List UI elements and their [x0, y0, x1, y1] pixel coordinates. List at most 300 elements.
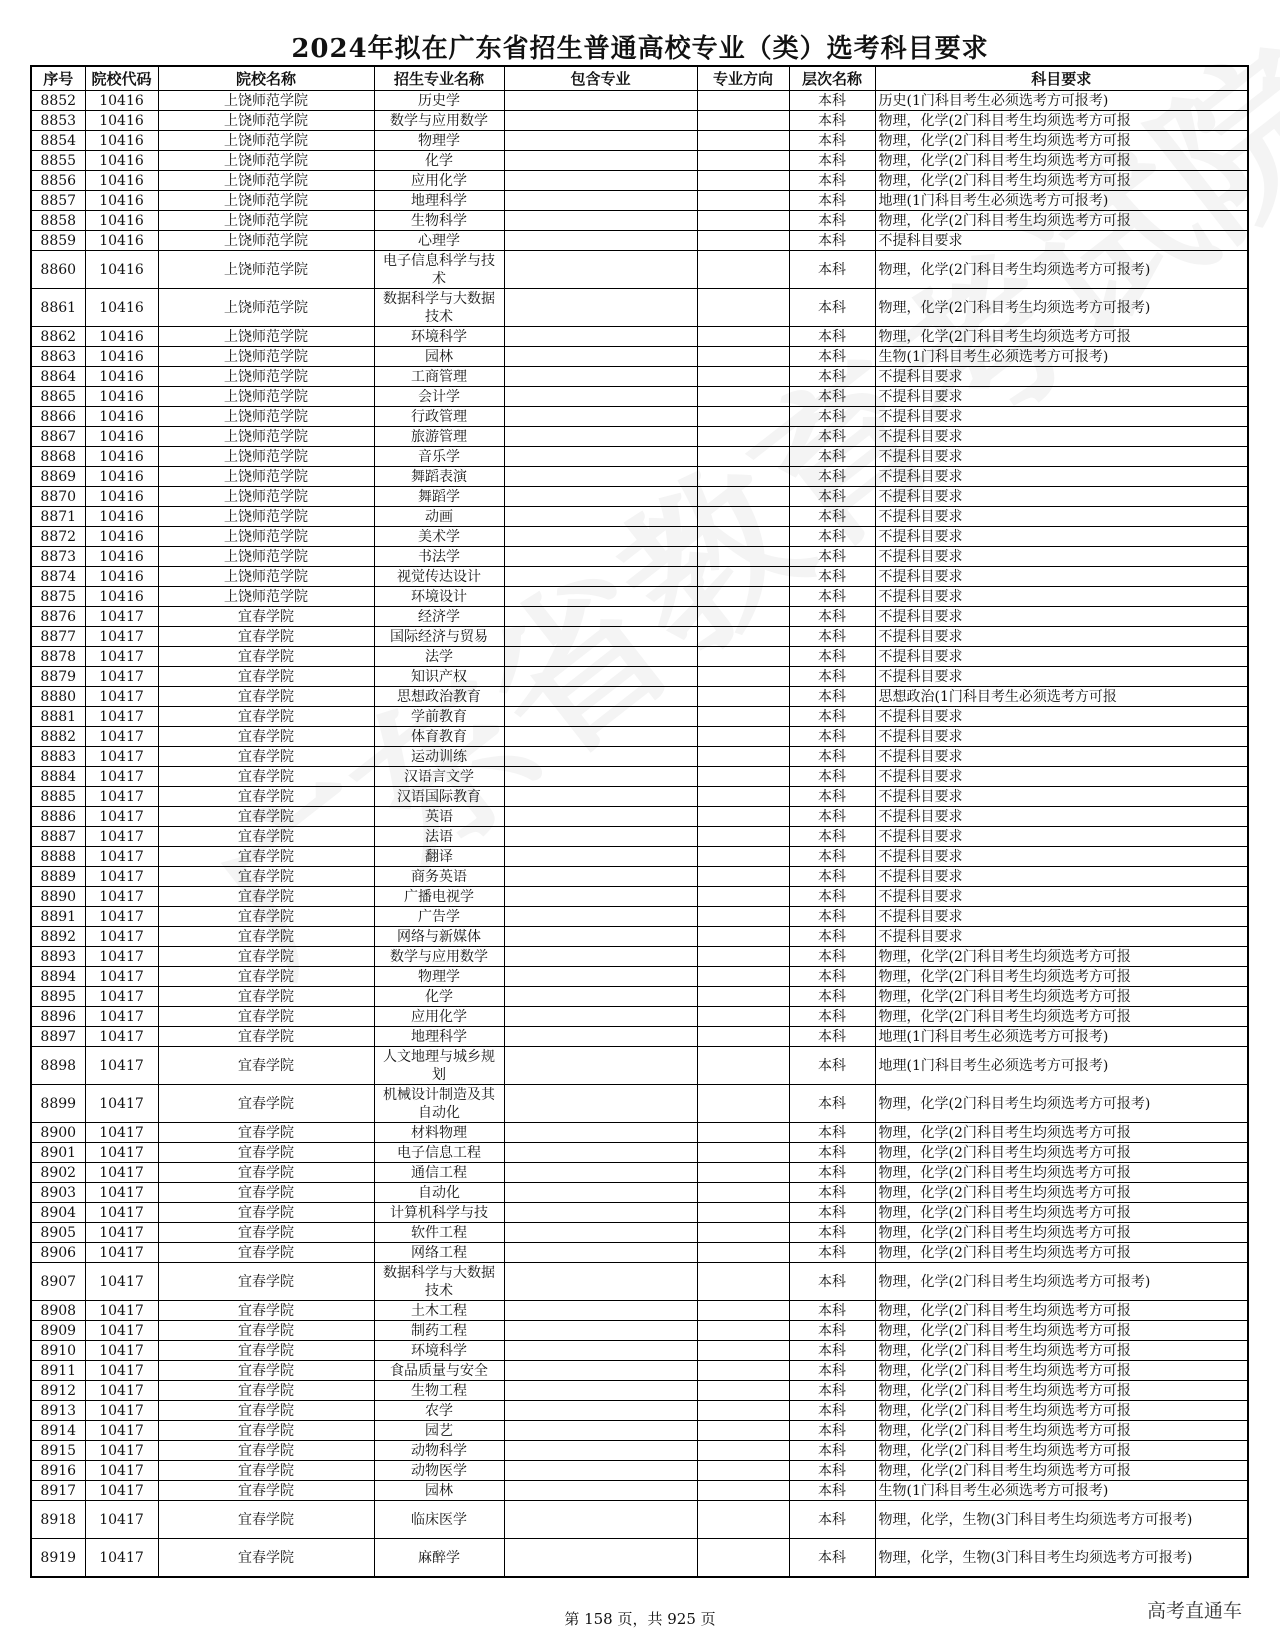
- cell-level: 本科: [789, 1183, 875, 1203]
- cell-major-name: 思想政治教育: [374, 687, 504, 707]
- cell-included-majors: [504, 647, 697, 667]
- cell-index: 8909: [31, 1321, 85, 1341]
- cell-included-majors: [504, 1027, 697, 1047]
- cell-school-code: 10416: [85, 347, 158, 367]
- cell-index: 8907: [31, 1263, 85, 1301]
- cell-index: 8908: [31, 1301, 85, 1321]
- cell-subject-requirement: 不提科目要求: [875, 487, 1248, 507]
- cell-level: 本科: [789, 1243, 875, 1263]
- col-header-school-name: 院校名称: [158, 66, 374, 91]
- cell-major-direction: [697, 467, 789, 487]
- cell-included-majors: [504, 111, 697, 131]
- cell-major-name: 网络工程: [374, 1243, 504, 1263]
- table-row: [31, 627, 1248, 647]
- cell-index: 8875: [31, 587, 85, 607]
- cell-school-code: 10416: [85, 527, 158, 547]
- cell-school-code: 10417: [85, 1183, 158, 1203]
- cell-major-direction: [697, 607, 789, 627]
- cell-subject-requirement: 物理，化学(2门科目考生均须选考方可报考): [875, 1263, 1248, 1301]
- cell-included-majors: [504, 947, 697, 967]
- cell-subject-requirement: 生物(1门科目考生必须选考方可报考): [875, 1481, 1248, 1501]
- cell-included-majors: [504, 1223, 697, 1243]
- table-row: [31, 387, 1248, 407]
- cell-major-name: 广告学: [374, 907, 504, 927]
- cell-school-code: 10417: [85, 1047, 158, 1085]
- table-row: [31, 947, 1248, 967]
- cell-major-name: 材料物理: [374, 1123, 504, 1143]
- cell-subject-requirement: 物理，化学(2门科目考生均须选考方可报: [875, 1461, 1248, 1481]
- cell-major-name: 汉语国际教育: [374, 787, 504, 807]
- cell-school-name: 上饶师范学院: [158, 289, 374, 327]
- cell-subject-requirement: 物理，化学，生物(3门科目考生均须选考方可报考): [875, 1539, 1248, 1578]
- cell-school-code: 10416: [85, 91, 158, 111]
- cell-major-name: 人文地理与城乡规划: [374, 1047, 504, 1085]
- table-row: [31, 567, 1248, 587]
- cell-level: 本科: [789, 627, 875, 647]
- cell-index: 8858: [31, 211, 85, 231]
- cell-major-direction: [697, 967, 789, 987]
- cell-school-code: 10417: [85, 1381, 158, 1401]
- cell-subject-requirement: 不提科目要求: [875, 647, 1248, 667]
- cell-school-code: 10417: [85, 1143, 158, 1163]
- cell-school-name: 上饶师范学院: [158, 327, 374, 347]
- cell-school-name: 宜春学院: [158, 927, 374, 947]
- cell-level: 本科: [789, 1085, 875, 1123]
- cell-included-majors: [504, 707, 697, 727]
- brand-label: 高考直通车: [1146, 1600, 1242, 1622]
- cell-index: 8890: [31, 887, 85, 907]
- cell-subject-requirement: 物理，化学(2门科目考生均须选考方可报: [875, 171, 1248, 191]
- cell-school-name: 宜春学院: [158, 1183, 374, 1203]
- cell-included-majors: [504, 787, 697, 807]
- cell-school-code: 10417: [85, 867, 158, 887]
- cell-subject-requirement: 不提科目要求: [875, 747, 1248, 767]
- table-row: [31, 967, 1248, 987]
- cell-school-name: 宜春学院: [158, 1203, 374, 1223]
- cell-school-code: 10417: [85, 1481, 158, 1501]
- cell-subject-requirement: 物理，化学(2门科目考生均须选考方可报: [875, 1123, 1248, 1143]
- cell-major-name: 物理学: [374, 967, 504, 987]
- cell-index: 8898: [31, 1047, 85, 1085]
- cell-major-direction: [697, 427, 789, 447]
- cell-school-name: 上饶师范学院: [158, 547, 374, 567]
- table-row: [31, 927, 1248, 947]
- cell-school-name: 宜春学院: [158, 687, 374, 707]
- cell-major-direction: [697, 1341, 789, 1361]
- cell-level: 本科: [789, 427, 875, 447]
- cell-major-name: 广播电视学: [374, 887, 504, 907]
- cell-school-code: 10417: [85, 967, 158, 987]
- cell-school-name: 上饶师范学院: [158, 347, 374, 367]
- cell-included-majors: [504, 447, 697, 467]
- cell-major-direction: [697, 1321, 789, 1341]
- cell-included-majors: [504, 1007, 697, 1027]
- cell-major-direction: [697, 447, 789, 467]
- cell-included-majors: [504, 1341, 697, 1361]
- cell-included-majors: [504, 289, 697, 327]
- cell-school-name: 上饶师范学院: [158, 211, 374, 231]
- cell-subject-requirement: 物理，化学(2门科目考生均须选考方可报: [875, 327, 1248, 347]
- cell-school-code: 10416: [85, 171, 158, 191]
- cell-major-name: 法学: [374, 647, 504, 667]
- cell-level: 本科: [789, 767, 875, 787]
- cell-subject-requirement: 不提科目要求: [875, 727, 1248, 747]
- cell-school-name: 上饶师范学院: [158, 171, 374, 191]
- cell-school-name: 宜春学院: [158, 1441, 374, 1461]
- cell-school-name: 宜春学院: [158, 627, 374, 647]
- cell-level: 本科: [789, 667, 875, 687]
- cell-school-name: 上饶师范学院: [158, 367, 374, 387]
- table-row: [31, 887, 1248, 907]
- cell-index: 8902: [31, 1163, 85, 1183]
- cell-subject-requirement: 物理，化学(2门科目考生均须选考方可报: [875, 1243, 1248, 1263]
- cell-included-majors: [504, 367, 697, 387]
- table-row: [31, 827, 1248, 847]
- cell-index: 8883: [31, 747, 85, 767]
- cell-school-name: 宜春学院: [158, 1341, 374, 1361]
- cell-school-name: 宜春学院: [158, 1361, 374, 1381]
- cell-level: 本科: [789, 927, 875, 947]
- cell-index: 8893: [31, 947, 85, 967]
- table-row: [31, 1401, 1248, 1421]
- table-row: [31, 151, 1248, 171]
- cell-school-code: 10417: [85, 767, 158, 787]
- cell-included-majors: [504, 1461, 697, 1481]
- table-row: [31, 1123, 1248, 1143]
- table-row: [31, 1007, 1248, 1027]
- cell-level: 本科: [789, 131, 875, 151]
- cell-index: 8868: [31, 447, 85, 467]
- cell-major-name: 地理科学: [374, 191, 504, 211]
- cell-school-code: 10417: [85, 707, 158, 727]
- cell-index: 8886: [31, 807, 85, 827]
- cell-major-name: 商务英语: [374, 867, 504, 887]
- cell-major-direction: [697, 567, 789, 587]
- cell-major-direction: [697, 131, 789, 151]
- cell-school-code: 10417: [85, 1027, 158, 1047]
- cell-index: 8857: [31, 191, 85, 211]
- cell-major-name: 知识产权: [374, 667, 504, 687]
- cell-included-majors: [504, 767, 697, 787]
- cell-school-code: 10416: [85, 191, 158, 211]
- cell-included-majors: [504, 1539, 697, 1578]
- table-row: [31, 327, 1248, 347]
- cell-school-name: 宜春学院: [158, 1047, 374, 1085]
- cell-subject-requirement: 物理，化学(2门科目考生均须选考方可报: [875, 1163, 1248, 1183]
- cell-major-name: 生物科学: [374, 211, 504, 231]
- cell-level: 本科: [789, 887, 875, 907]
- cell-school-name: 宜春学院: [158, 827, 374, 847]
- cell-level: 本科: [789, 289, 875, 327]
- cell-included-majors: [504, 1381, 697, 1401]
- cell-major-name: 会计学: [374, 387, 504, 407]
- cell-major-name: 麻醉学: [374, 1539, 504, 1578]
- cell-major-direction: [697, 947, 789, 967]
- cell-major-name: 机械设计制造及其自动化: [374, 1085, 504, 1123]
- cell-level: 本科: [789, 1143, 875, 1163]
- cell-level: 本科: [789, 527, 875, 547]
- cell-major-name: 园林: [374, 347, 504, 367]
- cell-index: 8870: [31, 487, 85, 507]
- cell-school-code: 10416: [85, 547, 158, 567]
- cell-school-code: 10416: [85, 587, 158, 607]
- cell-major-direction: [697, 367, 789, 387]
- cell-subject-requirement: 不提科目要求: [875, 407, 1248, 427]
- cell-subject-requirement: 物理，化学(2门科目考生均须选考方可报: [875, 947, 1248, 967]
- cell-major-direction: [697, 1243, 789, 1263]
- col-header-level: 层次名称: [789, 66, 875, 91]
- cell-subject-requirement: 不提科目要求: [875, 827, 1248, 847]
- table-row: [31, 607, 1248, 627]
- cell-included-majors: [504, 1203, 697, 1223]
- cell-major-direction: [697, 211, 789, 231]
- cell-included-majors: [504, 1183, 697, 1203]
- cell-major-name: 环境设计: [374, 587, 504, 607]
- cell-school-code: 10417: [85, 947, 158, 967]
- cell-index: 8881: [31, 707, 85, 727]
- cell-index: 8880: [31, 687, 85, 707]
- cell-school-name: 宜春学院: [158, 1263, 374, 1301]
- cell-included-majors: [504, 847, 697, 867]
- cell-major-name: 汉语言文学: [374, 767, 504, 787]
- cell-major-direction: [697, 647, 789, 667]
- cell-school-name: 宜春学院: [158, 1027, 374, 1047]
- cell-school-name: 宜春学院: [158, 1301, 374, 1321]
- cell-school-code: 10417: [85, 727, 158, 747]
- cell-subject-requirement: 不提科目要求: [875, 867, 1248, 887]
- cell-major-name: 视觉传达设计: [374, 567, 504, 587]
- cell-major-name: 动物科学: [374, 1441, 504, 1461]
- cell-level: 本科: [789, 111, 875, 131]
- cell-school-name: 上饶师范学院: [158, 191, 374, 211]
- cell-school-name: 宜春学院: [158, 607, 374, 627]
- cell-school-code: 10416: [85, 567, 158, 587]
- cell-subject-requirement: 不提科目要求: [875, 607, 1248, 627]
- cell-school-code: 10417: [85, 1341, 158, 1361]
- table-row: [31, 231, 1248, 251]
- cell-included-majors: [504, 587, 697, 607]
- cell-subject-requirement: 不提科目要求: [875, 707, 1248, 727]
- table-row: [31, 211, 1248, 231]
- cell-included-majors: [504, 967, 697, 987]
- cell-major-name: 音乐学: [374, 447, 504, 467]
- cell-major-name: 网络与新媒体: [374, 927, 504, 947]
- cell-subject-requirement: 物理，化学(2门科目考生均须选考方可报: [875, 1361, 1248, 1381]
- table-row: [31, 1263, 1248, 1301]
- cell-school-name: 上饶师范学院: [158, 151, 374, 171]
- cell-school-code: 10417: [85, 887, 158, 907]
- cell-major-name: 数据科学与大数据技术: [374, 289, 504, 327]
- cell-major-name: 动物医学: [374, 1461, 504, 1481]
- cell-major-name: 电子信息工程: [374, 1143, 504, 1163]
- cell-major-name: 食品质量与安全: [374, 1361, 504, 1381]
- table-row: [31, 587, 1248, 607]
- cell-major-name: 行政管理: [374, 407, 504, 427]
- cell-included-majors: [504, 1263, 697, 1301]
- table-row: [31, 191, 1248, 211]
- cell-major-name: 制药工程: [374, 1321, 504, 1341]
- cell-major-direction: [697, 1301, 789, 1321]
- cell-school-name: 上饶师范学院: [158, 527, 374, 547]
- cell-school-name: 宜春学院: [158, 787, 374, 807]
- cell-school-code: 10417: [85, 747, 158, 767]
- cell-major-direction: [697, 767, 789, 787]
- cell-school-code: 10417: [85, 1007, 158, 1027]
- cell-included-majors: [504, 1401, 697, 1421]
- cell-school-code: 10417: [85, 1263, 158, 1301]
- cell-level: 本科: [789, 1441, 875, 1461]
- cell-school-name: 宜春学院: [158, 867, 374, 887]
- cell-subject-requirement: 物理，化学(2门科目考生均须选考方可报: [875, 151, 1248, 171]
- cell-subject-requirement: 物理，化学(2门科目考生均须选考方可报: [875, 1183, 1248, 1203]
- cell-school-code: 10416: [85, 327, 158, 347]
- table-row: [31, 251, 1248, 289]
- cell-major-name: 化学: [374, 151, 504, 171]
- cell-major-direction: [697, 1047, 789, 1085]
- cell-included-majors: [504, 1085, 697, 1123]
- cell-included-majors: [504, 987, 697, 1007]
- cell-major-name: 法语: [374, 827, 504, 847]
- cell-major-name: 自动化: [374, 1183, 504, 1203]
- cell-index: 8864: [31, 367, 85, 387]
- cell-major-name: 应用化学: [374, 171, 504, 191]
- cell-subject-requirement: 不提科目要求: [875, 787, 1248, 807]
- cell-index: 8891: [31, 907, 85, 927]
- cell-included-majors: [504, 347, 697, 367]
- cell-major-name: 运动训练: [374, 747, 504, 767]
- cell-subject-requirement: 物理，化学(2门科目考生均须选考方可报: [875, 211, 1248, 231]
- cell-level: 本科: [789, 347, 875, 367]
- cell-school-name: 上饶师范学院: [158, 111, 374, 131]
- cell-major-direction: [697, 487, 789, 507]
- cell-level: 本科: [789, 367, 875, 387]
- cell-index: 8866: [31, 407, 85, 427]
- cell-school-name: 上饶师范学院: [158, 587, 374, 607]
- cell-school-code: 10417: [85, 1421, 158, 1441]
- cell-major-direction: [697, 289, 789, 327]
- cell-included-majors: [504, 427, 697, 447]
- cell-school-code: 10417: [85, 927, 158, 947]
- cell-major-name: 数学与应用数学: [374, 947, 504, 967]
- cell-major-direction: [697, 827, 789, 847]
- cell-subject-requirement: 不提科目要求: [875, 887, 1248, 907]
- table-row: [31, 1461, 1248, 1481]
- cell-index: 8913: [31, 1401, 85, 1421]
- cell-school-code: 10417: [85, 1361, 158, 1381]
- cell-school-code: 10417: [85, 1441, 158, 1461]
- cell-major-direction: [697, 627, 789, 647]
- cell-index: 8900: [31, 1123, 85, 1143]
- cell-subject-requirement: 历史(1门科目考生必须选考方可报考): [875, 91, 1248, 111]
- cell-included-majors: [504, 407, 697, 427]
- cell-subject-requirement: 不提科目要求: [875, 807, 1248, 827]
- cell-index: 8895: [31, 987, 85, 1007]
- cell-included-majors: [504, 387, 697, 407]
- cell-included-majors: [504, 687, 697, 707]
- cell-school-code: 10416: [85, 507, 158, 527]
- cell-major-name: 数学与应用数学: [374, 111, 504, 131]
- cell-school-name: 上饶师范学院: [158, 427, 374, 447]
- table-row: [31, 667, 1248, 687]
- cell-index: 8871: [31, 507, 85, 527]
- cell-school-code: 10417: [85, 827, 158, 847]
- cell-school-code: 10416: [85, 211, 158, 231]
- table-row: [31, 111, 1248, 131]
- cell-included-majors: [504, 907, 697, 927]
- table-row: [31, 1441, 1248, 1461]
- cell-major-name: 舞蹈学: [374, 487, 504, 507]
- cell-school-name: 宜春学院: [158, 707, 374, 727]
- cell-school-code: 10417: [85, 1203, 158, 1223]
- cell-subject-requirement: 不提科目要求: [875, 447, 1248, 467]
- cell-major-name: 临床医学: [374, 1501, 504, 1539]
- cell-index: 8917: [31, 1481, 85, 1501]
- cell-major-direction: [697, 667, 789, 687]
- cell-index: 8918: [31, 1501, 85, 1539]
- cell-major-name: 化学: [374, 987, 504, 1007]
- cell-level: 本科: [789, 607, 875, 627]
- col-header-index: 序号: [31, 66, 85, 91]
- table-row: [31, 507, 1248, 527]
- cell-level: 本科: [789, 447, 875, 467]
- cell-level: 本科: [789, 1539, 875, 1578]
- table-row: [31, 367, 1248, 387]
- cell-included-majors: [504, 327, 697, 347]
- cell-index: 8861: [31, 289, 85, 327]
- table-row: [31, 987, 1248, 1007]
- cell-level: 本科: [789, 231, 875, 251]
- cell-subject-requirement: 物理，化学(2门科目考生均须选考方可报: [875, 1007, 1248, 1027]
- cell-level: 本科: [789, 211, 875, 231]
- cell-index: 8860: [31, 251, 85, 289]
- cell-subject-requirement: 不提科目要求: [875, 527, 1248, 547]
- cell-level: 本科: [789, 387, 875, 407]
- cell-school-code: 10417: [85, 607, 158, 627]
- cell-school-code: 10417: [85, 1243, 158, 1263]
- col-header-major-name: 招生专业名称: [374, 66, 504, 91]
- cell-major-name: 心理学: [374, 231, 504, 251]
- cell-level: 本科: [789, 1321, 875, 1341]
- cell-included-majors: [504, 131, 697, 151]
- table-row: [31, 1321, 1248, 1341]
- cell-major-direction: [697, 1441, 789, 1461]
- cell-level: 本科: [789, 91, 875, 111]
- cell-school-code: 10417: [85, 647, 158, 667]
- cell-level: 本科: [789, 191, 875, 211]
- cell-major-name: 英语: [374, 807, 504, 827]
- cell-school-code: 10417: [85, 1539, 158, 1578]
- cell-included-majors: [504, 1321, 697, 1341]
- cell-school-name: 宜春学院: [158, 947, 374, 967]
- cell-index: 8915: [31, 1441, 85, 1461]
- table-row: [31, 1501, 1248, 1539]
- cell-subject-requirement: 不提科目要求: [875, 507, 1248, 527]
- cell-index: 8852: [31, 91, 85, 111]
- cell-included-majors: [504, 567, 697, 587]
- cell-index: 8865: [31, 387, 85, 407]
- cell-level: 本科: [789, 1381, 875, 1401]
- table-row: [31, 1243, 1248, 1263]
- cell-school-name: 宜春学院: [158, 1381, 374, 1401]
- cell-school-code: 10416: [85, 407, 158, 427]
- col-header-school-code: 院校代码: [85, 66, 158, 91]
- table-row: [31, 1341, 1248, 1361]
- cell-level: 本科: [789, 567, 875, 587]
- cell-school-name: 宜春学院: [158, 1401, 374, 1421]
- cell-school-name: 宜春学院: [158, 1461, 374, 1481]
- cell-major-direction: [697, 91, 789, 111]
- cell-included-majors: [504, 1243, 697, 1263]
